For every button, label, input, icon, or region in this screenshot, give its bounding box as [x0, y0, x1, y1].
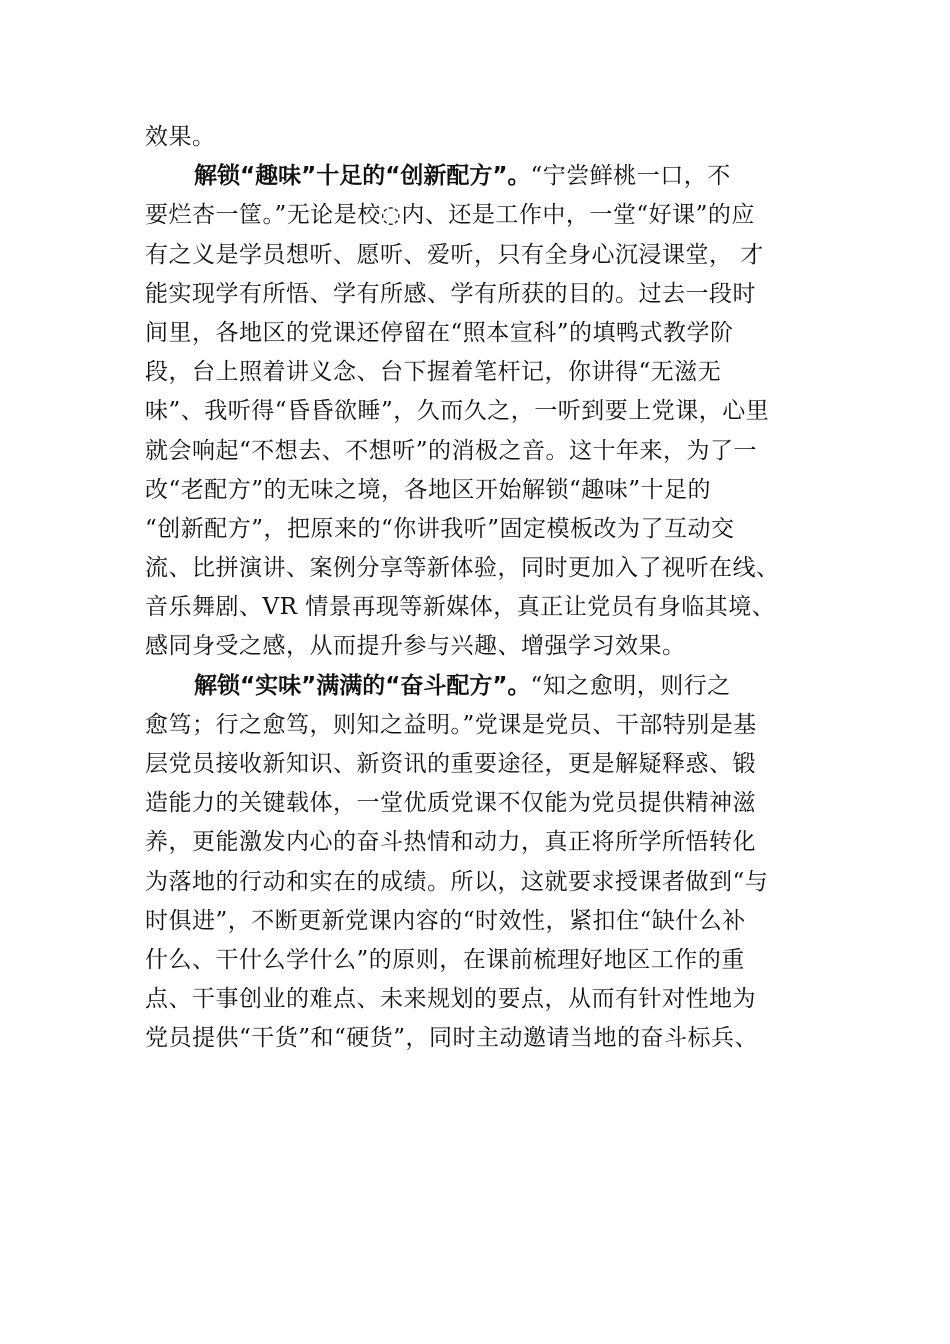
text-line: 为落地的行动和实在的成绩。所以，这就要求授课者做到“与: [145, 868, 769, 895]
text-line: 要烂杏一筐。”无论是校◌内、还是工作中，一堂“好课”的应: [145, 202, 755, 229]
text-line: 有之义是学员想听、愿听、爱听，只有全身心沉浸课堂， 才: [145, 241, 764, 268]
text-line: 什么、干什么学什么”的原则，在课前梳理好地区工作的重: [145, 946, 745, 973]
text-line: 层党员接收新知识、新资讯的重要途径，更是解疑释惑、锻: [145, 751, 756, 777]
text-line: 养，更能激发内心的奋斗热情和动力，真正将所学所悟转化: [145, 829, 756, 856]
text-line: 间里，各地区的党课还停留在“照本宣科”的填鸭式教学阶: [145, 319, 734, 346]
document-body: [145, 118, 815, 1059]
text-line: 改“老配方”的无味之境，各地区开始解锁“趣味”十足的: [145, 476, 712, 503]
text-span: “宁尝鲜桃一口，不: [530, 163, 731, 190]
text-line: 感同身受之感，从而提升参与兴趣、增强学习效果。: [145, 633, 686, 660]
text-line: 愈笃；行之愈笃，则知之益明。”党课是党员、干部特别是基: [145, 711, 757, 738]
text-line: 造能力的关键载体，一堂优质党课不仅能为党员提供精神滋: [145, 790, 756, 817]
text-line: 效果。: [145, 124, 216, 150]
text-line: 点、干事创业的难点、未来规划的要点，从而有针对性地为: [145, 986, 756, 1013]
text-line: 流、比拼演讲、案例分享等新体验，同时更加入了视听在线、: [145, 555, 780, 582]
text-line: 时俱进”，不断更新党课内容的“时效性，紧扣住“缺什么补: [145, 907, 746, 934]
text-line: 味”、我听得“昏昏欲睡”，久而久之，一听到要上党课，心里: [145, 398, 770, 425]
text-line: 能实现学有所悟、学有所感、学有所获的目的。过去一段时: [145, 280, 756, 307]
heading-line: [145, 667, 815, 706]
section-heading: 解锁“趣味”十足的“创新配方”。: [194, 163, 531, 190]
text-line: “创新配方”，把原来的“你讲我听”固定模板改为了互动交: [145, 515, 735, 542]
text-line: 音乐舞剧、VR 情景再现等新媒体，真正让党员有身临其境、: [145, 594, 776, 621]
text-line: 党员提供“干货”和“硬货”，同时主动邀请当地的奋斗标兵、: [145, 1025, 759, 1052]
heading-line: [145, 157, 815, 196]
section-heading: 解锁“实味”满满的“奋斗配方”。: [194, 672, 531, 699]
text-span: “知之愈明，则行之: [530, 672, 731, 699]
text-line: 段，台上照着讲义念、台下握着笔杆记，你讲得“无滋无: [145, 359, 722, 386]
text-line: 就会响起“不想去、不想听”的消极之音。这十年来，为了一: [145, 437, 758, 464]
